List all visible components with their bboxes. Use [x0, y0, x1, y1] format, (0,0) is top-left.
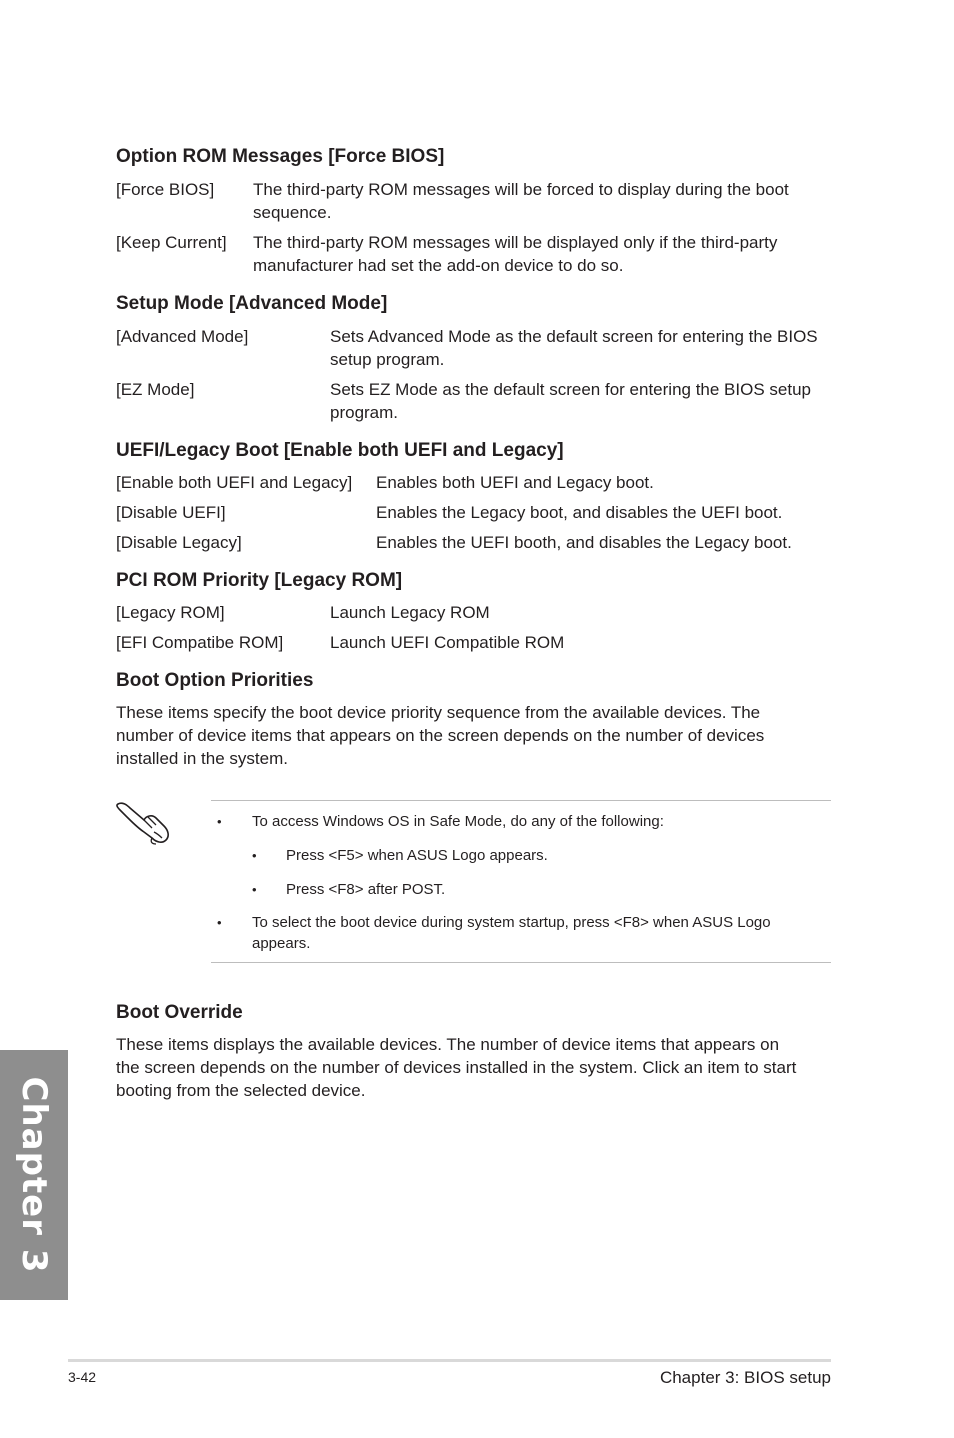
enable-both-label: [Enable both UEFI and Legacy]	[116, 473, 353, 492]
keep-current-label: [Keep Current]	[116, 233, 227, 252]
footer-rule	[68, 1359, 831, 1362]
note-sub-bullet-2: •	[252, 882, 257, 897]
boot-override-heading: Boot Override	[116, 1002, 243, 1023]
boot-priorities-heading: Boot Option Priorities	[116, 670, 314, 691]
ez-mode-desc: Sets EZ Mode as the default screen for entering the BIOS setup	[330, 380, 811, 399]
pci-rom-heading: PCI ROM Priority [Legacy ROM]	[116, 570, 403, 591]
legacy-rom-desc: Launch Legacy ROM	[330, 603, 490, 622]
advanced-mode-label: [Advanced Mode]	[116, 327, 249, 346]
enable-both-desc: Enables both UEFI and Legacy boot.	[376, 473, 654, 492]
note-subitem-f8: Press <F8> after POST.	[286, 881, 446, 898]
note-item-boot-device: To select the boot device during system startup, press <F8> when ASUS Logo	[252, 914, 771, 931]
boot-override-line-2: the screen depends on the number of devices installed in the system. Click an item to start	[116, 1058, 797, 1077]
keep-current-desc: The third-party ROM messages will be displayed only if the third-party	[253, 233, 778, 252]
boot-override-line-3: booting from the selected device.	[116, 1081, 366, 1100]
note-sub-bullet-1: •	[252, 848, 257, 863]
disable-uefi-label: [Disable UEFI]	[116, 503, 226, 522]
note-bottom-rule	[211, 962, 831, 963]
chapter-side-tab	[0, 1050, 68, 1300]
boot-priorities-line-1: These items specify the boot device priority sequence from the available devices. The	[116, 703, 761, 722]
boot-priorities-line-2: number of device items that appears on the screen depends on the number of devices	[116, 726, 765, 745]
disable-legacy-label: [Disable Legacy]	[116, 533, 242, 552]
ez-mode-desc-cont: program.	[330, 403, 399, 422]
note-bullet-1: •	[217, 814, 222, 829]
page-number: 3-42	[68, 1369, 97, 1385]
note-item-boot-device-cont: appears.	[252, 935, 311, 952]
note-bullet-2: •	[217, 915, 222, 930]
advanced-mode-desc: Sets Advanced Mode as the default screen for entering the BIOS	[330, 327, 818, 346]
boot-override-line-1: These items displays the available devices. The number of device items that appears on	[116, 1035, 780, 1054]
uefi-legacy-heading: UEFI/Legacy Boot [Enable both UEFI and Legacy]	[116, 440, 564, 461]
legacy-rom-label: [Legacy ROM]	[116, 603, 225, 622]
disable-uefi-desc: Enables the Legacy boot, and disables the UEFI boot.	[376, 503, 783, 522]
force-bios-label: [Force BIOS]	[116, 180, 215, 199]
setup-mode-heading: Setup Mode [Advanced Mode]	[116, 293, 388, 314]
note-subitem-f5: Press <F5> when ASUS Logo appears.	[286, 847, 548, 864]
disable-legacy-desc: Enables the UEFI booth, and disables the Legacy boot.	[376, 533, 792, 552]
footer-chapter-title: Chapter 3: BIOS setup	[659, 1368, 831, 1387]
efi-compatible-rom-label: [EFI Compatibe ROM]	[116, 633, 284, 652]
keep-current-desc-cont: manufacturer had set the add-on device to do so.	[253, 256, 624, 275]
pointing-hand-icon	[114, 798, 174, 848]
note-top-rule	[211, 800, 831, 801]
advanced-mode-desc-cont: setup program.	[330, 350, 445, 369]
option-rom-heading: Option ROM Messages [Force BIOS]	[116, 146, 445, 167]
ez-mode-label: [EZ Mode]	[116, 380, 195, 399]
efi-compatible-rom-desc: Launch UEFI Compatible ROM	[330, 633, 565, 652]
note-item-safe-mode: To access Windows OS in Safe Mode, do any of the following:	[252, 813, 664, 830]
force-bios-desc: The third-party ROM messages will be forced to display during the boot	[253, 180, 789, 199]
boot-priorities-line-3: installed in the system.	[116, 749, 288, 768]
chapter-tab-label: Chapter 3	[14, 1076, 54, 1274]
force-bios-desc-cont: sequence.	[253, 203, 332, 222]
